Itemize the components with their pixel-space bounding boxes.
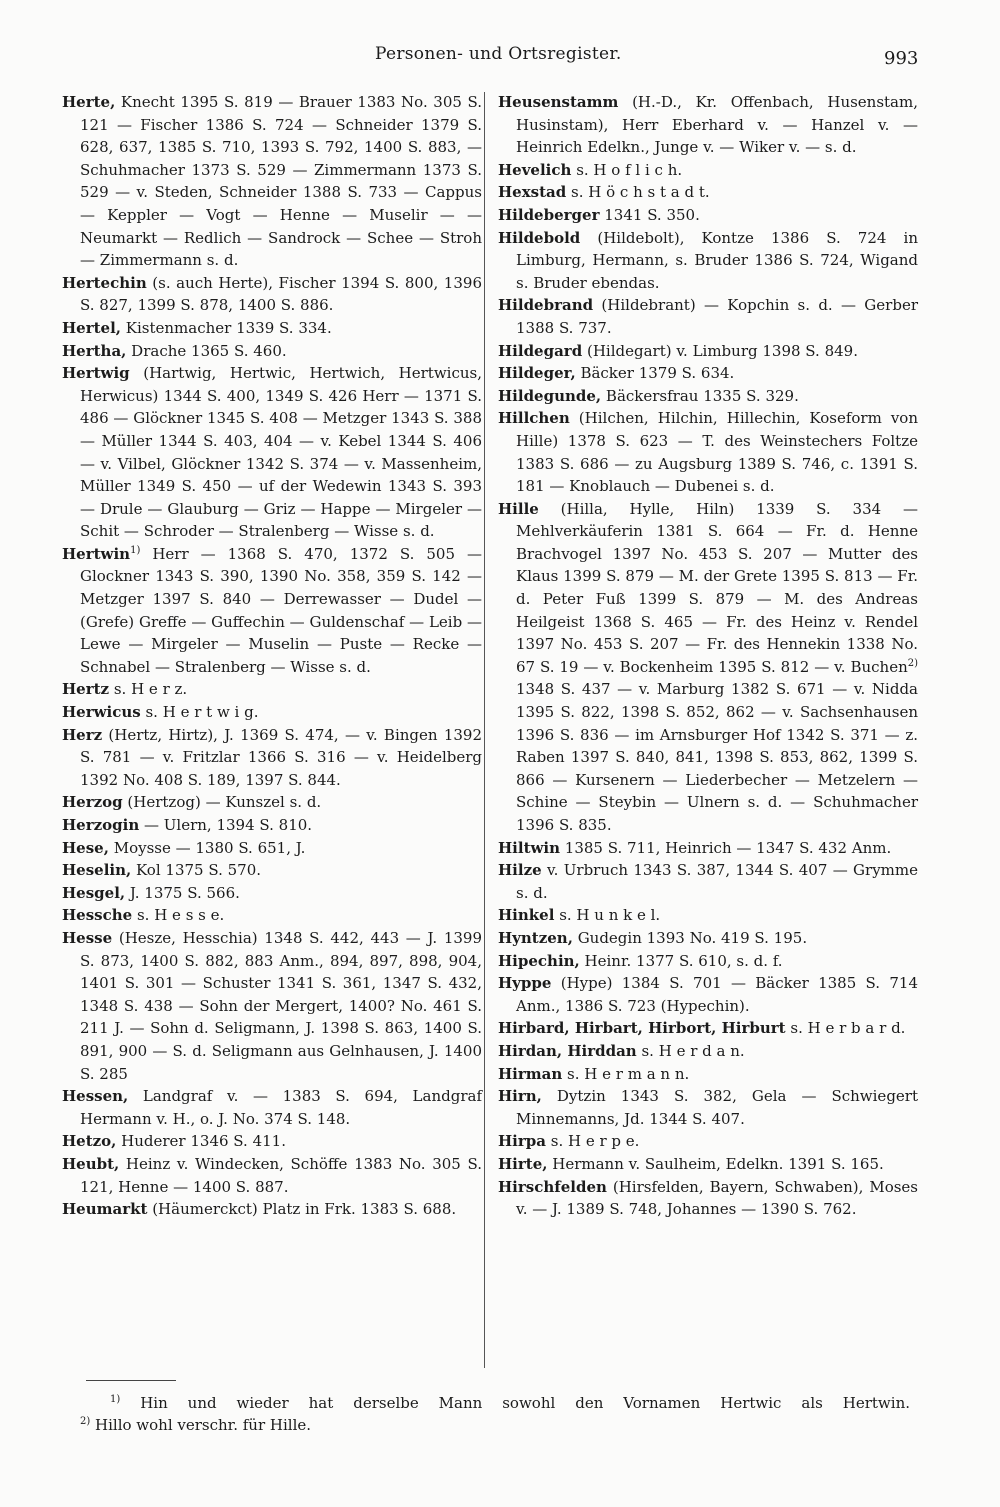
entry-heading: Hildeger, [498,364,576,383]
entry-heading: Herzogin [62,816,140,834]
entry-heading: Hertwig [62,364,130,383]
index-entry [498,1130,918,1153]
left-column [62,91,482,1221]
index-entry [498,1017,918,1040]
right-column [498,91,918,1221]
entry-heading: Hetzo, [62,1132,117,1151]
entry-text: Hermann v. Saulheim, Edelkn. 1391 S. 165. [547,1154,884,1173]
index-entry [62,837,482,860]
footnote-text: Hillo wohl verschr. für Hille. [90,1416,312,1434]
page-number: 993 [884,48,919,69]
entry-text: — Ulern, 1394 S. 810. [139,816,313,834]
entry-text: s. H e r p e. [545,1132,640,1151]
entry-heading: Hirman [498,1064,563,1083]
index-entry [62,927,482,1085]
entry-heading: Hillchen [498,409,570,428]
index-entry [498,91,918,159]
entry-text: (Häumerckct) Platz in Frk. 1383 S. 688. [147,1200,457,1219]
entry-heading: Hertechin [62,273,147,292]
entry-heading: Hertz [62,680,110,699]
entry-heading: Hilze [498,861,542,880]
entry-text: J. 1375 S. 566. [125,883,240,902]
entry-text: Bäcker 1379 S. 634. [575,364,735,383]
entry-heading: Hese, [62,838,109,857]
entry-heading: Herwicus [62,703,141,722]
entry-text: (Hildebolt), Kontze 1386 S. 724 in Limburg, Hermann, s. Bruder 1386 S. 724, Wigand s. Bruder ebendas. [516,228,918,292]
entry-heading: Heusenstamm [498,93,619,111]
entry-text: s. H e s s e. [132,906,225,925]
index-entry [62,814,482,837]
entry-heading: Hesse [62,928,113,947]
entry-text: v. Urbruch 1343 S. 387, 1344 S. 407 — Grymme s. d. [516,861,918,902]
page-header [0,44,1000,74]
entry-heading: Hyntzen, [498,928,573,947]
entry-text: Moysse — 1380 S. 651, J. [108,838,306,857]
entry-heading: Hertha, [62,341,127,360]
index-entry [498,1085,918,1130]
entry-heading: Hessen, [62,1087,129,1106]
entry-text: s. H ö c h s t a d t. [566,183,710,202]
index-entry [498,1176,918,1221]
footnote-mark: 1) [110,1394,121,1405]
entry-heading: Hirbard, Hirbart, Hirbort, Hirburt [498,1019,786,1038]
index-entry [62,362,482,543]
entry-text: s. H u n k e l. [554,906,661,925]
entry-text: (s. auch Herte), Fischer 1394 S. 800, 1396 S. 827, 1399 S. 878, 1400 S. 886. [80,273,482,315]
footnote-mark: 2) [80,1416,91,1427]
footnote-marker: 2) [907,657,918,669]
index-entry [62,543,482,679]
entry-heading: Hirschfelden [498,1177,607,1196]
entry-text: Heinz v. Windecken, Schöffe 1383 No. 305 S. 121, Henne — 1400 S. 887. [80,1154,482,1196]
index-entry [498,927,918,950]
entry-text: s. H e r z. [109,680,188,699]
entry-text: Herr — 1368 S. 470, 1372 S. 505 — Glockner 1343 S. 390, 1390 No. 358, 359 S. 142 — Metzger 1397 S. 840 — Derrewasser — Dudel — (Grefe) Greffe — Guffechin — Guldenschaf — Leib — Lewe — Mirgeler — Muselin — Puste — Recke — Schnabel — Stralenberg — Wisse s. d. [80,544,482,676]
entry-heading: Hertwin [62,544,131,563]
entry-heading: Herz [62,725,103,744]
index-entry [498,1153,918,1176]
entry-heading: Hertel, [62,318,122,337]
entry-text: (Hildegart) v. Limburg 1398 S. 849. [582,341,858,360]
entry-text: s. H o f l i c h. [571,160,683,179]
index-entry [498,904,918,927]
entry-heading: Hinkel [498,906,555,925]
entry-text: (Hilla, Hylle, Hiln) 1339 S. 334 — Mehlverkäuferin 1381 S. 664 — Fr. d. Henne Brachvogel 1397 No. 453 S. 207 — Mutter des Klaus 1399 S. 879 — M. der Grete 1395 S. 813 — Fr. d. Peter Fuß 1399 S. 879 — M. des Andreas Heilgeist 1368 S. 465 — Fr. des Heinz v. Rendel 1397 No. 453 S. 207 — Fr. des Hennekin 1338 No. 67 S. 19 — v. Bockenheim 1395 S. 812 — v. Buchen [516,499,918,676]
entry-text: s. H e r d a n. [636,1041,745,1060]
index-entry [62,1085,482,1130]
index-entry [498,340,918,363]
footnote-marker: 1) [130,544,141,556]
entry-heading: Hexstad [498,183,567,202]
entry-text: (Hildebrant) — Kopchin s. d. — Gerber 1388 S. 737. [516,296,918,337]
entry-text: Heinr. 1377 S. 610, s. d. f. [579,951,783,970]
index-entry [62,678,482,701]
entry-heading: Hevelich [498,160,572,179]
index-entry [62,1130,482,1153]
index-entry [62,791,482,814]
footnote-rule [86,1380,176,1381]
entry-text: Dytzin 1343 S. 382, Gela — Schwiegert Minnemanns, Jd. 1344 S. 407. [516,1087,918,1128]
entry-heading: Hirpa [498,1132,546,1151]
entry-heading: Hildegunde, [498,386,602,405]
entry-text: Huderer 1346 S. 411. [116,1132,286,1151]
entry-heading: Hirdan, Hirddan [498,1041,637,1060]
index-entry [498,159,918,182]
entry-heading: Herte, [62,93,116,111]
entry-heading: Hirte, [498,1154,548,1173]
index-entry [498,950,918,973]
entry-heading: Hipechin, [498,951,580,970]
index-entry [498,1063,918,1086]
index-entry [62,882,482,905]
entry-heading: Hildebold [498,228,581,247]
index-entry [62,724,482,792]
entry-text: (Hilchen, Hilchin, Hillechin, Koseform von Hille) 1378 S. 623 — T. des Weinstechers Foltze 1383 S. 686 — zu Augsburg 1389 S. 746, c. 1391 S. 181 — Knoblauch — Dubenei s. d. [516,409,918,496]
entry-text: Knecht 1395 S. 819 — Brauer 1383 No. 305 S. 121 — Fischer 1386 S. 724 — Schneider 1379 S. 628, 637, 1385 S. 710, 1393 S. 792, 1400 S. 883, — Schuhmacher 1373 S. 529 — Zimmermann 1373 S. 529 — v. Steden, Schneider 1388 S. 733 — Cappus — Keppler — Vogt — Henne — Muselir — — Neumarkt — Redlich — Sandrock — Schee — Stroh — Zimmermann s. d. [80,93,482,270]
entry-text: (Hertzog) — Kunszel s. d. [122,793,322,812]
footnotes [80,1392,910,1436]
index-entry [62,859,482,882]
entry-text: Landgraf v. — 1383 S. 694, Landgraf Hermann v. H., o. J. No. 374 S. 148. [80,1087,482,1128]
entry-text: (Hesze, Hesschia) 1348 S. 442, 443 — J. 1399 S. 873, 1400 S. 882, 883 Anm., 894, 897, 898, 904, 1401 S. 301 — Schuster 1341 S. 361, 1347 S. 432, 1348 S. 438 — Sohn der Mergert, 1400? No. 461 S. 211 J. — Sohn d. Seligmann, J. 1398 S. 863, 1400 S. 891, 900 — S. d. Seligmann aus Gelnhausen, J. 1400 S. 285 [80,928,482,1083]
entry-text: (Hertz, Hirtz), J. 1369 S. 474, — v. Bingen 1392 S. 781 — v. Fritzlar 1366 S. 316 — v. Heidelberg 1392 No. 408 S. 189, 1397 S. 844. [80,725,482,789]
entry-heading: Hiltwin [498,838,561,857]
entry-text-continued: 1348 S. 437 — v. Marburg 1382 S. 671 — v. Nidda 1395 S. 822, 1398 S. 852, 862 — v. Sachsenhausen 1396 S. 836 — im Arnsburger Hof 1342 S. 371 — z. Raben 1397 S. 840, 841, 1398 S. 853, 862, 1399 S. 866 — Kursenern — Liederbecher — Metzelern — Schine — Steybin — Ulnern s. d. — Schuhmacher 1396 S. 835. [516,680,918,834]
entry-heading: Hildeberger [498,205,600,224]
entry-text: s. H e r m a n n. [562,1064,690,1083]
column-divider [484,92,485,1368]
entry-text: Gudegin 1393 No. 419 S. 195. [572,928,808,947]
index-entry [498,972,918,1017]
index-entry [62,904,482,927]
entry-text: (Hirsfelden, Bayern, Schwaben), Moses v. — J. 1389 S. 748, Johannes — 1390 S. 762. [516,1177,918,1219]
index-entry [498,362,918,385]
index-entry [498,1040,918,1063]
entry-heading: Heselin, [62,861,132,880]
index-entry [498,227,918,295]
index-entry [62,701,482,724]
index-entry [498,294,918,339]
index-entry [498,181,918,204]
entry-text: Drache 1365 S. 460. [126,341,287,360]
index-entry [498,859,918,904]
entry-heading: Hyppe [498,974,552,993]
entry-text: Kol 1375 S. 570. [131,861,262,880]
entry-heading: Hildegard [498,341,583,360]
footnote-1 [80,1392,910,1414]
entry-text: 1341 S. 350. [599,205,700,224]
entry-heading: Heumarkt [62,1200,148,1219]
entry-text: (H.-D., Kr. Offenbach, Husenstam, Husinstam), Herr Eberhard v. — Hanzel v. — Heinrich Edelkn., Junge v. — Wiker v. — s. d. [516,93,918,157]
index-entry [498,385,918,408]
entry-text: s. H e r t w i g. [140,703,259,722]
entry-heading: Hessche [62,906,133,925]
index-entry [498,407,918,497]
entry-text: (Hype) 1384 S. 701 — Bäcker 1385 S. 714 Anm., 1386 S. 723 (Hypechin). [516,974,918,1015]
entry-heading: Heubt, [62,1154,120,1173]
entry-heading: Herzog [62,793,123,812]
index-entry [498,204,918,227]
index-entry [62,317,482,340]
index-entry [62,91,482,272]
entry-text: Kistenmacher 1339 S. 334. [121,318,332,337]
index-entry [498,498,918,837]
index-entry [498,837,918,860]
entry-text: 1385 S. 711, Heinrich — 1347 S. 432 Anm. [560,838,892,857]
footnote-text: Hin und wieder hat derselbe Mann sowohl den Vornamen Hertwic als Hertwin. [120,1394,910,1412]
entry-text: s. H e r b a r d. [785,1019,906,1038]
running-title: Personen- und Ortsregister. [375,44,622,64]
entry-heading: Hildebrand [498,296,594,315]
footnote-2 [80,1414,910,1436]
entry-heading: Hesgel, [62,883,126,902]
entry-text: (Hartwig, Hertwic, Hertwich, Hertwicus, Herwicus) 1344 S. 400, 1349 S. 426 Herr — 1371 S. 486 — Glöckner 1345 S. 408 — Metzger 1343 S. 388 — Müller 1344 S. 403, 404 — v. Kebel 1344 S. 406 — v. Vilbel, Glöckner 1342 S. 374 — v. Massenheim, Müller 1349 S. 450 — uf der Wedewin 1343 S. 393 — Drule — Glauburg — Griz — Happe — Mirgeler — Schit — Schroder — Stralenberg — Wisse s. d. [80,364,482,541]
index-entry [62,340,482,363]
entry-heading: Hille [498,499,539,518]
index-entry [62,272,482,317]
index-entry [62,1153,482,1198]
entry-heading: Hirn, [498,1087,542,1106]
entry-text: Bäckersfrau 1335 S. 329. [601,386,799,405]
index-entry [62,1198,482,1221]
